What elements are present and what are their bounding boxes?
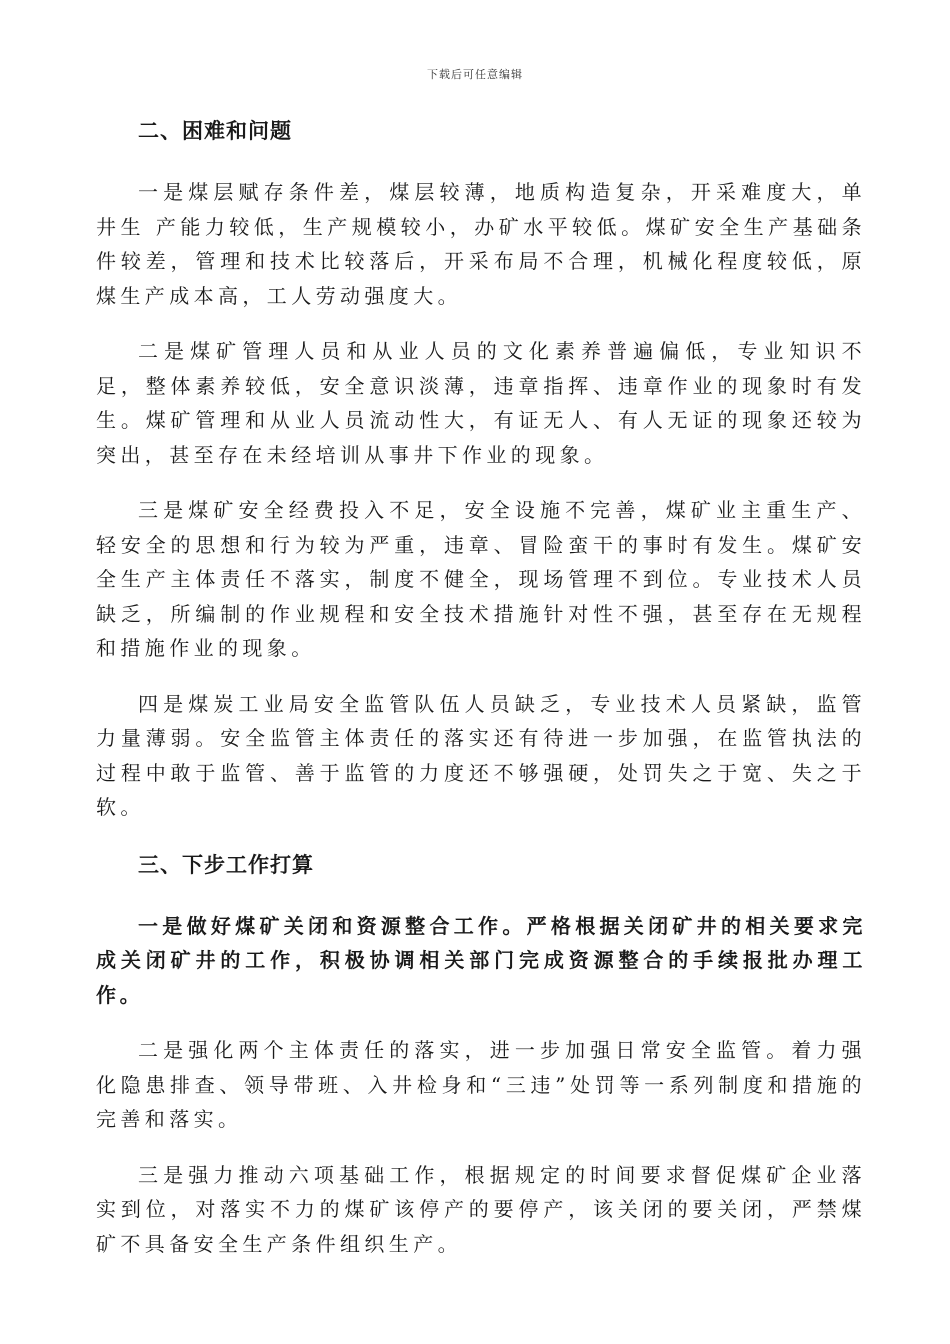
paragraph-5: 一是做好煤矿关闭和资源整合工作。严格根据关闭矿井的相关要求完成关闭矿井的工作，积极协调相关部门完成资源整合的手续报批办理工作。 [96, 913, 866, 1007]
paragraph-2: 二是煤矿管理人员和从业人员的文化素养普遍偏低，专业知识不足，整体素养较低，安全意识淡薄，违章指挥、违章作业的现象时有发生。煤矿管理和从业人员流动性大，有证无人、有人无证的现象还较为突出，甚至存在未经培训从事井下作业的现象。 [96, 339, 866, 467]
section-heading-difficulties: 二、困难和问题 [138, 118, 292, 143]
paragraph-4: 四是煤炭工业局安全监管队伍人员缺乏，专业技术人员紧缺，监管力量薄弱。安全监管主体责任的落实还有待进一步加强，在监管执法的过程中敢于监管、善于监管的力度还不够强硬，处罚失之于宽、失之于软。 [96, 691, 866, 819]
paragraph-3: 三是煤矿安全经费投入不足，安全设施不完善，煤矿业主重生产、轻安全的思想和行为较为严重，违章、冒险蛮干的事时有发生。煤矿安全生产主体责任不落实，制度不健全，现场管理不到位。专业技术人员缺乏，所编制的作业规程和安全技术措施针对性不强，甚至存在无规程和措施作业的现象。 [96, 498, 866, 660]
section-heading-next-steps: 三、下步工作打算 [138, 851, 314, 877]
paragraph-1: 一是煤层赋存条件差，煤层较薄，地质构造复杂，开采难度大，单井生 产能力较低，生产规模较小，办矿水平较低。煤矿安全生产基础条件较差，管理和技术比较落后，开采布局不合理，机械化程度较低，原煤生产成本高，工人劳动强度大。 [96, 180, 866, 308]
document-body [96, 112, 866, 1282]
paragraph-7: 三是强力推动六项基础工作，根据规定的时间要求督促煤矿企业落实到位，对落实不力的煤矿该停产的要停产，该关闭的要关闭，严禁煤矿不具备安全生产条件组织生产。 [96, 1162, 866, 1256]
page-header: 下载后可任意编辑 [427, 68, 523, 81]
paragraph-6: 二是强化两个主体责任的落实，进一步加强日常安全监管。着力强化隐患排查、领导带班、入井检身和“三违”处罚等一系列制度和措施的完善和落实。 [96, 1038, 866, 1131]
